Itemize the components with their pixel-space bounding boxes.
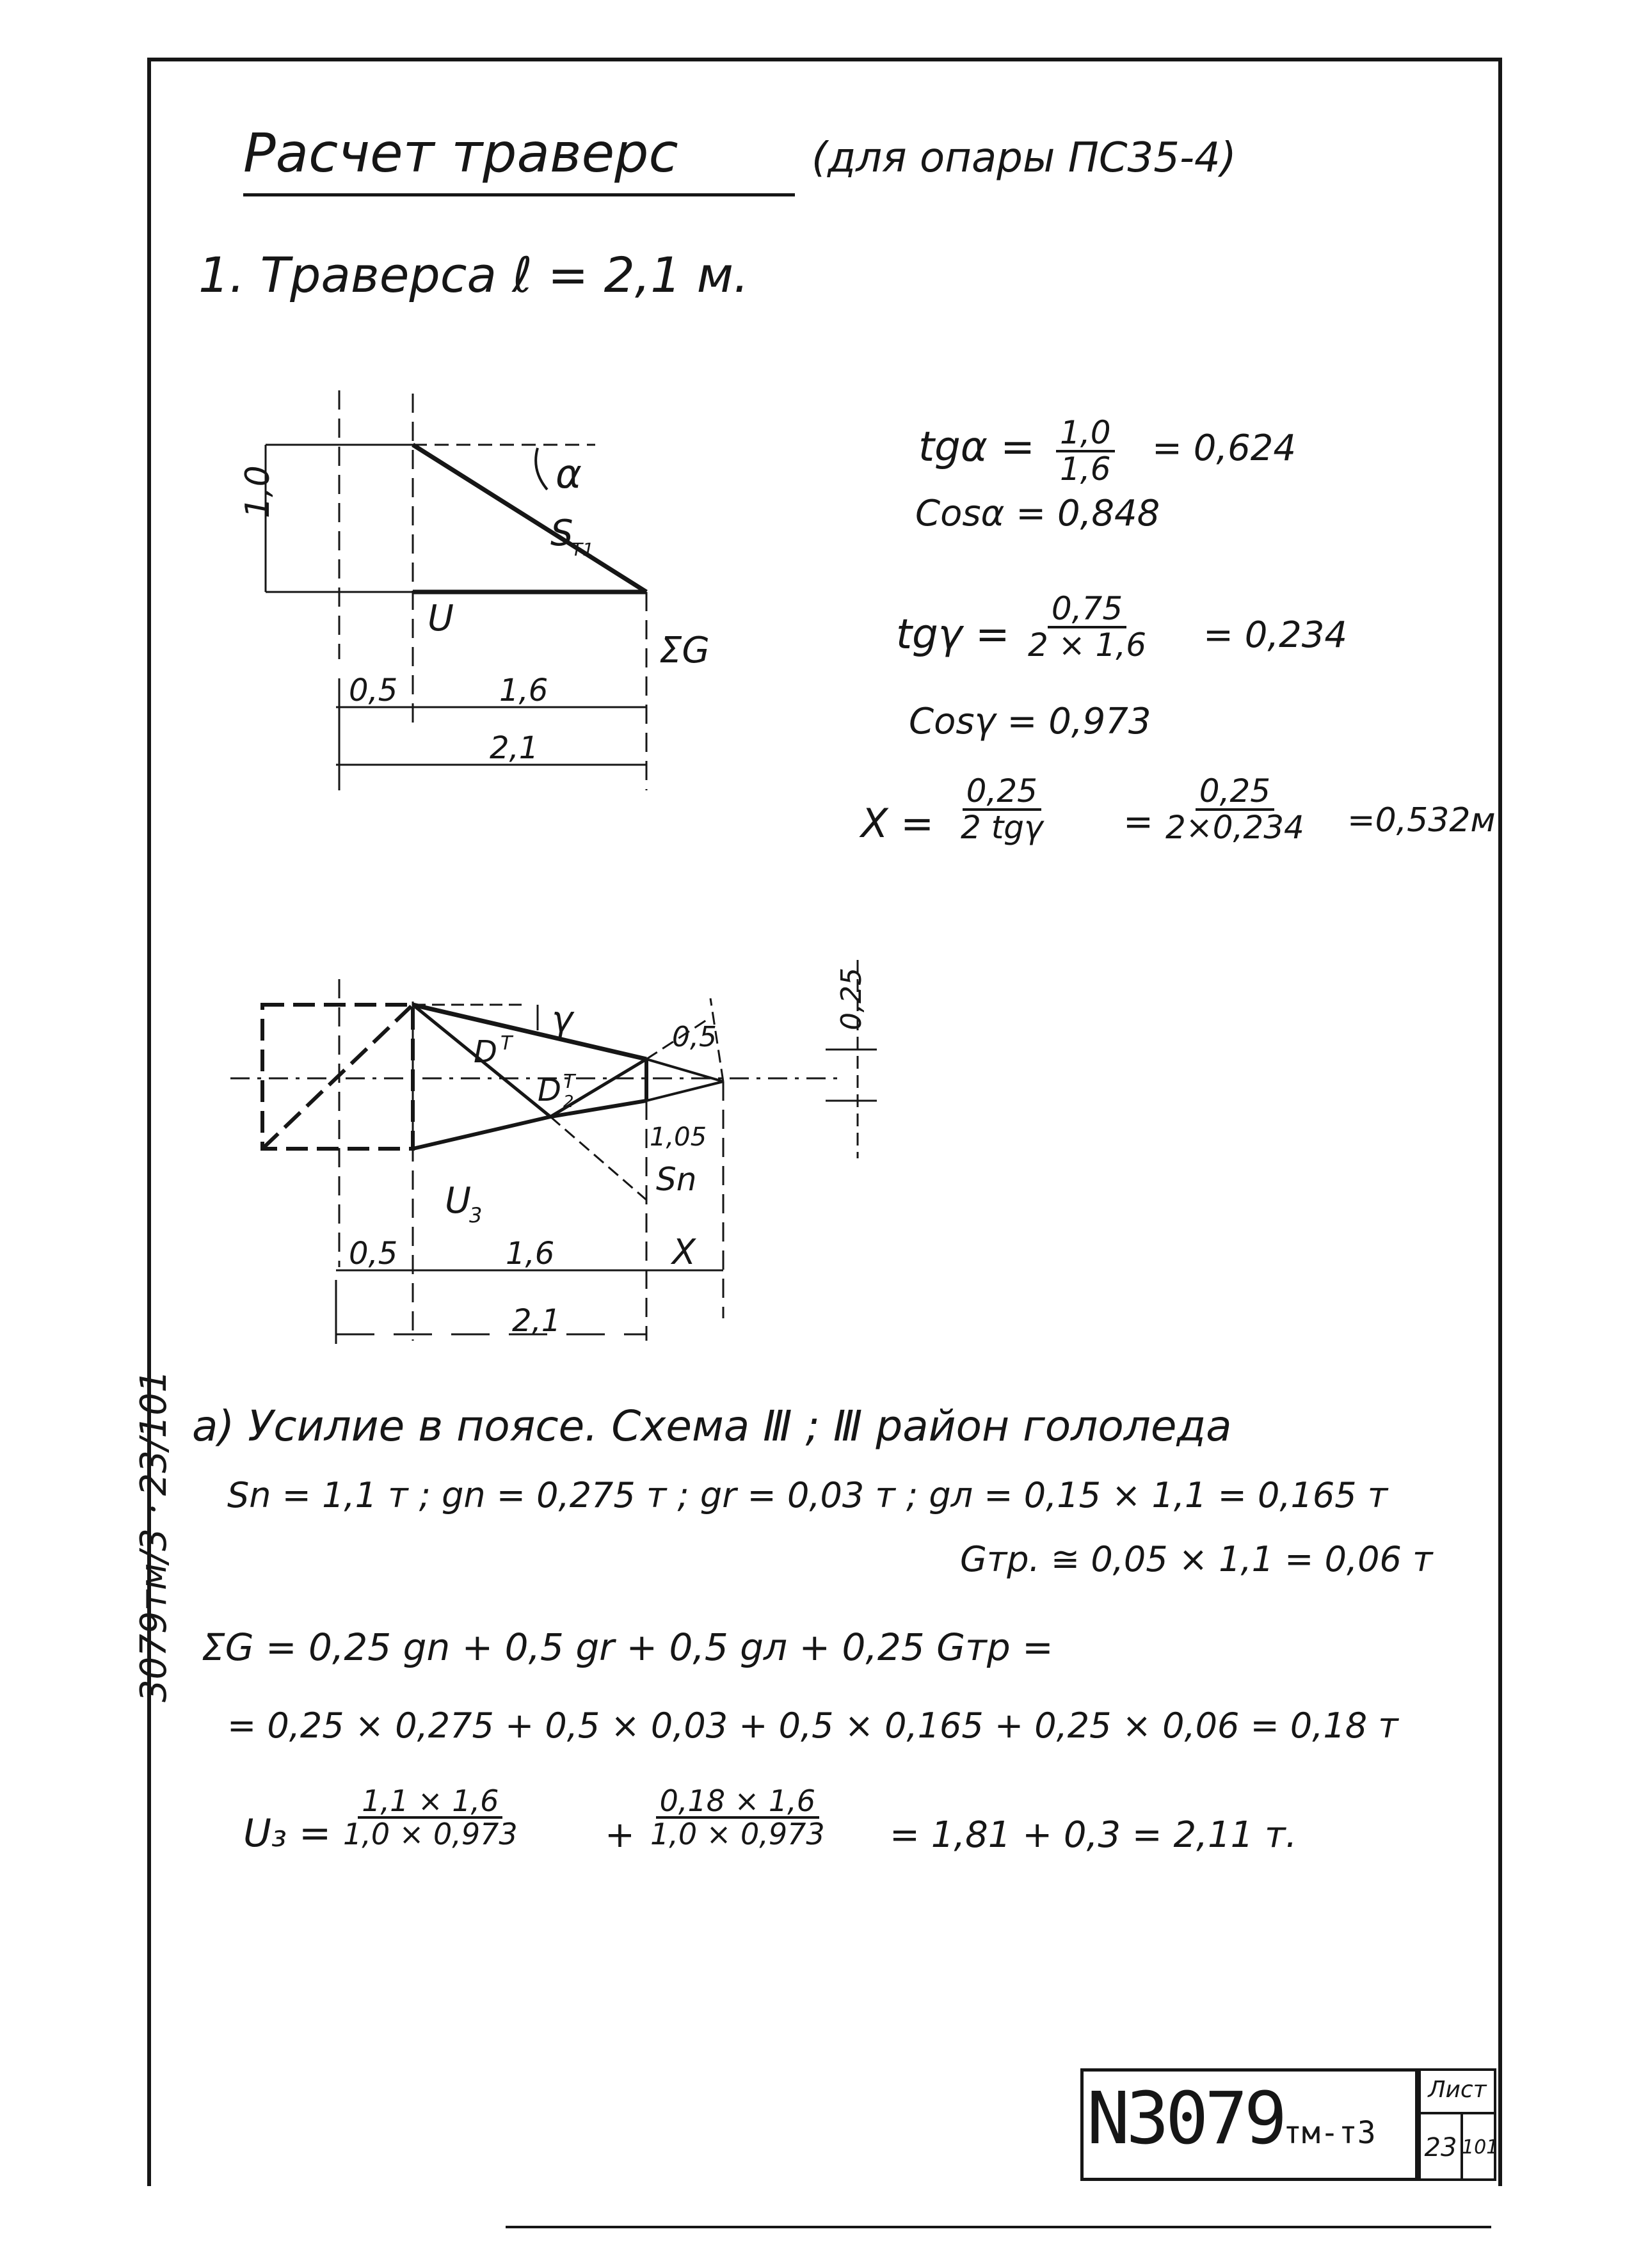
stamp-number (1087, 2077, 1376, 2160)
x-lhs: X = (861, 800, 934, 847)
section-a-line-3: ΣG = 0,25 gn + 0,5 gr + 0,5 gл + 0,25 Gтр = (202, 1625, 1053, 1669)
d1-load-label: ΣG (659, 630, 710, 671)
d1-dim-mid: 1,6 (499, 673, 548, 708)
d2-dim-left: 0,5 (349, 1236, 398, 1272)
d1-force-label: S (550, 513, 573, 554)
d2-offset-025: 0,25 (835, 968, 868, 1030)
d2-d1-sup: T (500, 1032, 513, 1055)
cos-alpha: Cosα = 0,848 (915, 493, 1160, 534)
section-a-line-2: Gтр. ≅ 0,05 × 1,1 = 0,06 т (960, 1539, 1433, 1579)
d2-len-105: 1,05 (650, 1122, 707, 1152)
x-num-2: 0,25 (1196, 774, 1274, 811)
x-equals: = (1123, 801, 1153, 843)
section-a-heading: а) Усилие в поясе. Схема Ⅲ ; Ⅲ район гололеда (192, 1402, 1232, 1451)
tg-alpha-num: 1,0 (1056, 416, 1115, 452)
d2-dim-mid: 1,6 (506, 1236, 555, 1272)
stamp-sheet-box (1418, 2068, 1499, 2181)
d2-gamma-label: γ (552, 999, 573, 1041)
tg-gamma-lhs: tgγ = (896, 611, 1010, 659)
d1-force-sub: T1 (572, 539, 594, 560)
d1-bottom-label: U (428, 598, 454, 639)
u3-num-2: 0,18 × 1,6 (656, 1785, 819, 1819)
u3-lhs: U₃ = (243, 1811, 332, 1856)
page-title: Расчет траверс (243, 122, 678, 184)
stamp-sheet-label: Лист (1421, 2071, 1494, 2114)
u3-num-1: 1,1 × 1,6 (358, 1785, 502, 1819)
stamp-sheet-number: 23 (1421, 2114, 1463, 2181)
stamp-number-suffix: тм-т3 (1283, 2115, 1376, 2151)
d1-dim-left: 0,5 (349, 673, 398, 708)
section-a-line-1: Sn = 1,1 т ; gn = 0,275 т ; gr = 0,03 т ; gл = 0,15 × 1,1 = 0,165 т (227, 1475, 1388, 1515)
tg-gamma-result: = 0,234 (1203, 614, 1348, 656)
cos-gamma: Cosγ = 0,973 (909, 701, 1151, 742)
tg-alpha-result: = 0,624 (1152, 427, 1297, 469)
d1-angle-label: α (556, 451, 582, 497)
side-document-code: 3079тм/3 ⸱ 23/101 (133, 1370, 175, 1702)
u3-result: = 1,81 + 0,3 = 2,11 т. (890, 1814, 1297, 1856)
d2-x-label: X (672, 1232, 696, 1272)
d2-d1-label: D (474, 1034, 497, 1070)
u3-den-2: 1,0 × 0,973 (650, 1817, 825, 1852)
u3-fraction-1 (339, 1785, 522, 1850)
section-a-line-4: = 0,25 × 0,275 + 0,5 × 0,03 + 0,5 × 0,165 + 0,25 × 0,06 = 0,18 т (227, 1705, 1398, 1746)
d2-d2-label: D (538, 1073, 561, 1108)
section-1-heading: 1. Траверса ℓ = 2,1 м. (198, 246, 749, 303)
d2-u3-sub: 3 (469, 1203, 483, 1227)
d2-len-05: 0,5 (672, 1021, 717, 1053)
tg-alpha-lhs: tgα = (918, 424, 1035, 471)
u3-den-1: 1,0 × 0,973 (343, 1817, 518, 1852)
x-den-1: 2 tgγ (961, 808, 1043, 846)
u3-fraction-2 (646, 1785, 829, 1850)
stamp-sheet-total: 101 (1462, 2136, 1499, 2159)
d2-u3-label: U (445, 1180, 471, 1222)
stamp-number-main: N3079 (1087, 2077, 1284, 2160)
d2-sn-label: Sn (656, 1161, 697, 1198)
tg-alpha-den: 1,6 (1060, 450, 1111, 488)
d1-height-label: 1,0 (239, 465, 277, 518)
d2-d2-sub: 2 (563, 1092, 574, 1112)
d2-d2-sup: T (563, 1071, 575, 1093)
x-den-2: 2×0,234 (1165, 808, 1304, 846)
d1-dim-total: 2,1 (490, 730, 539, 766)
u3-plus: + (605, 1814, 635, 1856)
tg-gamma-den: 2 × 1,6 (1028, 626, 1147, 664)
x-result: =0,532м (1347, 801, 1496, 840)
page-subtitle: (для опары ПС35-4) (812, 134, 1237, 182)
x-num-1: 0,25 (963, 774, 1041, 811)
d2-dim-total: 2,1 (512, 1303, 561, 1339)
tg-gamma-num: 0,75 (1048, 592, 1126, 628)
